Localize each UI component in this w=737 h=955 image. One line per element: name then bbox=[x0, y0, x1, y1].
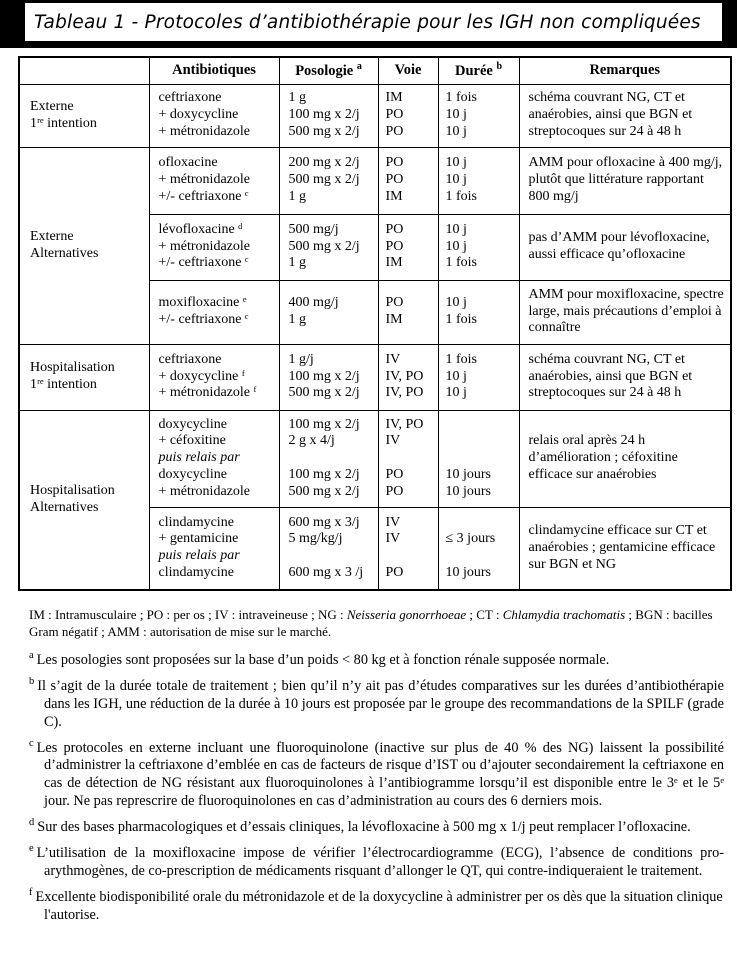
cell-remarques: relais oral après 24 h d’amélioration ; céfoxitine efficace sur anaérobies bbox=[519, 410, 731, 507]
cell-posologie: 1 g/j 100 mg x 2/j 500 mg x 2/j bbox=[279, 344, 378, 410]
footnote-c bbox=[29, 735, 724, 811]
cell-duree: 1 fois 10 j 10 j bbox=[438, 344, 519, 410]
cell-remarques: schéma couvrant NG, CT et anaérobies, ainsi que BGN et streptocoques sur 24 à 48 h bbox=[519, 344, 731, 410]
footnote-e-text: L’utilisation de la moxifloxacine impose de vérifier l’électrocardiogramme (ECG), l’absence de conditions pro-arythmogènes, de co-prescription de médicaments risquant d’allonger le QT, qui contre-indiqueraient le traitement. bbox=[36, 844, 724, 879]
drug-lines: clindamycine + gentamicine bbox=[158, 514, 239, 547]
header-row bbox=[19, 57, 731, 84]
protocol-table bbox=[18, 56, 732, 591]
cell-duree: 10 jours 10 jours bbox=[438, 410, 519, 507]
footnote-d-text: Sur des bases pharmacologiques et d’essais cliniques, la lévofloxacine à 500 mg x 1/j peut remplacer l’ofloxacine. bbox=[37, 819, 691, 836]
cell-antibiotiques: lévofloxacine ᵈ + métronidazole +/- ceftriaxone ᶜ bbox=[149, 214, 279, 280]
cell-duree: 10 j 10 j 1 fois bbox=[438, 214, 519, 280]
footnote-a-marker: a bbox=[29, 650, 34, 661]
cell-antibiotiques: ceftriaxone + doxycycline ᶠ + métronidazole ᶠ bbox=[149, 344, 279, 410]
row-label-hospitalisation-alternatives: Hospitalisation Alternatives bbox=[19, 410, 149, 590]
cell-duree: 1 fois 10 j 10 j bbox=[438, 84, 519, 147]
cell-posologie: 200 mg x 2/j 500 mg x 2/j 1 g bbox=[279, 147, 378, 214]
cell-antibiotiques: ceftriaxone + doxycycline + métronidazole bbox=[149, 84, 279, 147]
cell-voie: PO PO IM bbox=[378, 214, 438, 280]
cell-posologie: 500 mg/j 500 mg x 2/j 1 g bbox=[279, 214, 378, 280]
cell-antibiotiques bbox=[149, 410, 279, 507]
drug-lines: doxycycline + métronidazole bbox=[158, 466, 250, 499]
species-name-ng: Neisseria gonorrhoeae bbox=[346, 607, 467, 622]
cell-voie: IM PO PO bbox=[378, 84, 438, 147]
column-header-duree bbox=[438, 57, 519, 84]
cell-posologie: 400 mg/j 1 g bbox=[279, 280, 378, 344]
duree-label: Durée bbox=[454, 63, 493, 80]
drug-lines: doxycycline + céfoxitine bbox=[158, 416, 227, 449]
table-title: Tableau 1 - Protocoles d’antibiothérapie pour les IGH non compliquées bbox=[34, 11, 701, 33]
abbr-text: ; CT : bbox=[466, 607, 503, 622]
relay-note: puis relais par bbox=[158, 548, 240, 564]
cell-duree: ≤ 3 jours 10 jours bbox=[438, 507, 519, 590]
column-header-voie: Voie bbox=[378, 57, 438, 84]
footnote-a-text: Les posologies sont proposées sur la base d’un poids < 80 kg et à fonction rénale supposée normale. bbox=[36, 651, 610, 668]
row-label-hospitalisation-1re-intention: Hospitalisation 1ʳᵉ intention bbox=[19, 344, 149, 410]
duree-footnote-mark: b bbox=[496, 61, 503, 73]
posologie-footnote-mark: a bbox=[356, 61, 362, 73]
row-label-externe-alternatives: Externe Alternatives bbox=[19, 147, 149, 344]
cell-posologie: 1 g 100 mg x 2/j 500 mg x 2/j bbox=[279, 84, 378, 147]
cell-antibiotiques bbox=[149, 507, 279, 590]
footnote-c-marker: c bbox=[29, 737, 34, 749]
footnote-c-text: Les protocoles en externe incluant une fluoroquinolone (inactive sur plus de 40 % des NG) laissent la possibilité d’administrer la ceftriaxone d’emblée en cas de facteurs de risque d’IST ou d’ajouter secondairement la ceftriaxone en cas de détection de NG résistant aux fluoroquinolones à l’antibiogramme lorsqu’il est disponible entre le 3ᵉ et le 5ᵉ jour. Ne pas represcrire de fluoroquinolones en cas d’administration au cours des 6 derniers mois. bbox=[36, 739, 724, 810]
drug-lines: clindamycine bbox=[158, 565, 234, 581]
cell-remarques: AMM pour moxifloxacine, spectre large, mais précautions d’emploi à connaître bbox=[519, 280, 731, 344]
table-row-externe-1re bbox=[19, 84, 731, 147]
footnotes-section bbox=[29, 607, 724, 924]
footnote-d bbox=[29, 814, 724, 836]
cell-voie: IV, PO IV PO PO bbox=[378, 410, 438, 507]
abbreviation-legend bbox=[29, 607, 724, 640]
column-header-empty bbox=[19, 57, 149, 84]
cell-voie: IV IV, PO IV, PO bbox=[378, 344, 438, 410]
cell-remarques: clindamycine efficace sur CT et anaérobies ; gentamicine efficace sur BGN et NG bbox=[519, 507, 731, 590]
footnote-e-marker: e bbox=[29, 843, 34, 855]
footnote-b-text: Il s’agit de la durée totale de traitement ; bien qu’il n’y ait pas d’études comparatives sur les durées d’antibiothérapie dans les IGH, une réduction de la durée à 10 jours est proposée par le groupe des recommandations de la SPILF (grade C). bbox=[37, 677, 724, 730]
footnote-f-marker: f bbox=[29, 886, 33, 898]
abbr-text: ; BGN : bacilles Gram négatif ; AMM : autorisation de mise sur le marché. bbox=[29, 607, 713, 639]
cell-antibiotiques: moxifloxacine ᵉ +/- ceftriaxone ᶜ bbox=[149, 280, 279, 344]
footnote-d-marker: d bbox=[29, 817, 35, 829]
footnote-f bbox=[29, 884, 724, 924]
species-name-ct: Chlamydia trachomatis bbox=[502, 607, 626, 622]
cell-remarques: pas d’AMM pour lévofloxacine, aussi efficace qu’ofloxacine bbox=[519, 214, 731, 280]
footnote-a bbox=[29, 647, 724, 669]
cell-duree: 10 j 1 fois bbox=[438, 280, 519, 344]
cell-voie: IV IV PO bbox=[378, 507, 438, 590]
cell-duree: 10 j 10 j 1 fois bbox=[438, 147, 519, 214]
abbr-text: IM : Intramusculaire ; PO : per os ; IV : intraveineuse ; NG : bbox=[29, 607, 347, 622]
relay-note: puis relais par bbox=[158, 450, 240, 466]
footnote-f-text: Excellente biodisponibilité orale du métronidazole et de la doxycycline à administrer per os dès que la situation clinique l'autorise. bbox=[35, 888, 723, 923]
cell-posologie: 600 mg x 3/j 5 mg/kg/j 600 mg x 3 /j bbox=[279, 507, 378, 590]
column-header-antibiotiques: Antibiotiques bbox=[149, 57, 279, 84]
table-row-externe-alt-ofloxacine bbox=[19, 147, 731, 214]
table-row-hosp-alt-cefoxitine bbox=[19, 410, 731, 507]
footnote-b-marker: b bbox=[29, 675, 35, 687]
footnote-e bbox=[29, 840, 724, 880]
cell-voie: PO PO IM bbox=[378, 147, 438, 214]
cell-voie: PO IM bbox=[378, 280, 438, 344]
table-row-hospitalisation-1re bbox=[19, 344, 731, 410]
cell-antibiotiques: ofloxacine + métronidazole +/- ceftriaxone ᶜ bbox=[149, 147, 279, 214]
posologie-label: Posologie bbox=[295, 63, 354, 80]
row-label-externe-1re-intention: Externe 1ʳᵉ intention bbox=[19, 84, 149, 147]
column-header-remarques: Remarques bbox=[519, 57, 731, 84]
cell-remarques: AMM pour ofloxacine à 400 mg/j, plutôt que littérature rapportant 800 mg/j bbox=[519, 147, 731, 214]
title-box bbox=[25, 3, 722, 41]
column-header-posologie bbox=[279, 57, 378, 84]
title-band bbox=[0, 0, 737, 48]
footnote-b bbox=[29, 673, 724, 731]
cell-posologie: 100 mg x 2/j 2 g x 4/j 100 mg x 2/j 500 mg x 2/j bbox=[279, 410, 378, 507]
cell-remarques: schéma couvrant NG, CT et anaérobies, ainsi que BGN et streptocoques sur 24 à 48 h bbox=[519, 84, 731, 147]
